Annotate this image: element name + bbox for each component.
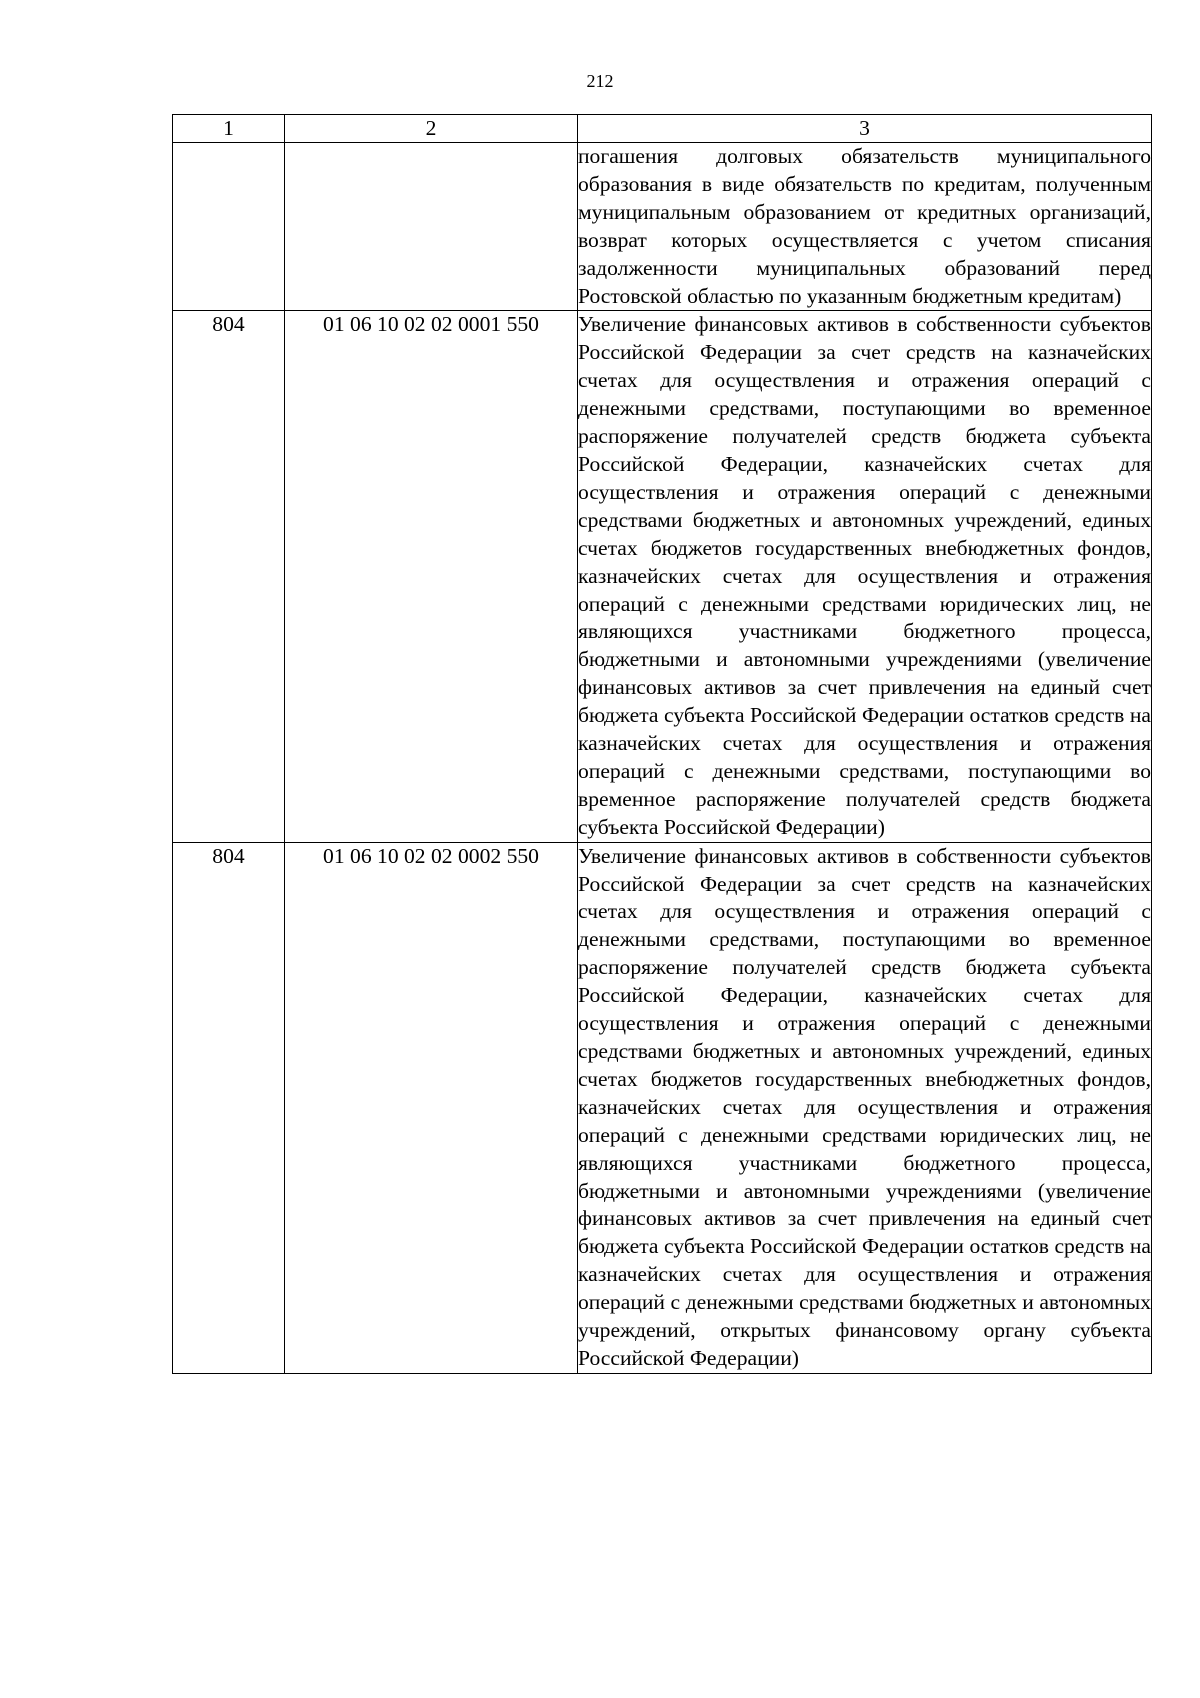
classification-code-cell: 01 06 10 02 02 0002 550 bbox=[285, 842, 578, 1373]
table-row bbox=[173, 143, 1152, 311]
page-number: 212 bbox=[586, 71, 614, 91]
admin-code-cell: 804 bbox=[173, 311, 285, 842]
column-header-2: 2 bbox=[285, 115, 578, 143]
table-header-row bbox=[173, 115, 1152, 143]
admin-code-cell bbox=[173, 143, 285, 311]
column-header-1: 1 bbox=[173, 115, 285, 143]
table-row bbox=[173, 842, 1152, 1373]
column-header-3: 3 bbox=[578, 115, 1152, 143]
table-row bbox=[173, 311, 1152, 842]
description-cell: Увеличение финансовых активов в собственности субъектов Российской Федерации за счет средств на казначейских счетах для осуществления и отражения операций с денежными средствами, поступающими во временное распоряжение получателей средств бюджета субъекта Российской Федерации, казначейских счетах для осуществления и отражения операций с денежными средствами бюджетных и автономных учреждений, единых счетах бюджетов государственных внебюджетных фондов, казначейских счетах для осуществления и отражения операций с денежными средствами юридических лиц, не являющихся участниками бюджетного процесса, бюджетными и автономными учреждениями (увеличение финансовых активов за счет привлечения на единый счет бюджета субъекта Российской Федерации остатков средств на казначейских счетах для осуществления и отражения операций с денежными средствами бюджетных и автономных учреждений, открытых финансовому органу субъекта Российской Федерации) bbox=[578, 842, 1152, 1373]
description-cell: погашения долговых обязательств муниципального образования в виде обязательств по кредитам, полученным муниципальным образованием от кредитных организаций, возврат которых осуществляется с учетом списания задолженности муниципальных образований перед Ростовской областью по указанным бюджетным кредитам) bbox=[578, 143, 1152, 311]
budget-classification-table bbox=[172, 114, 1152, 1374]
description-cell: Увеличение финансовых активов в собственности субъектов Российской Федерации за счет средств на казначейских счетах для осуществления и отражения операций с денежными средствами, поступающими во временное распоряжение получателей средств бюджета субъекта Российской Федерации, казначейских счетах для осуществления и отражения операций с денежными средствами бюджетных и автономных учреждений, единых счетах бюджетов государственных внебюджетных фондов, казначейских счетах для осуществления и отражения операций с денежными средствами юридических лиц, не являющихся участниками бюджетного процесса, бюджетными и автономными учреждениями (увеличение финансовых активов за счет привлечения на единый счет бюджета субъекта Российской Федерации остатков средств на казначейских счетах для осуществления и отражения операций с денежными средствами, поступающими во временное распоряжение получателей средств бюджета субъекта Российской Федерации) bbox=[578, 311, 1152, 842]
admin-code-cell: 804 bbox=[173, 842, 285, 1373]
classification-code-cell bbox=[285, 143, 578, 311]
classification-code-cell: 01 06 10 02 02 0001 550 bbox=[285, 311, 578, 842]
